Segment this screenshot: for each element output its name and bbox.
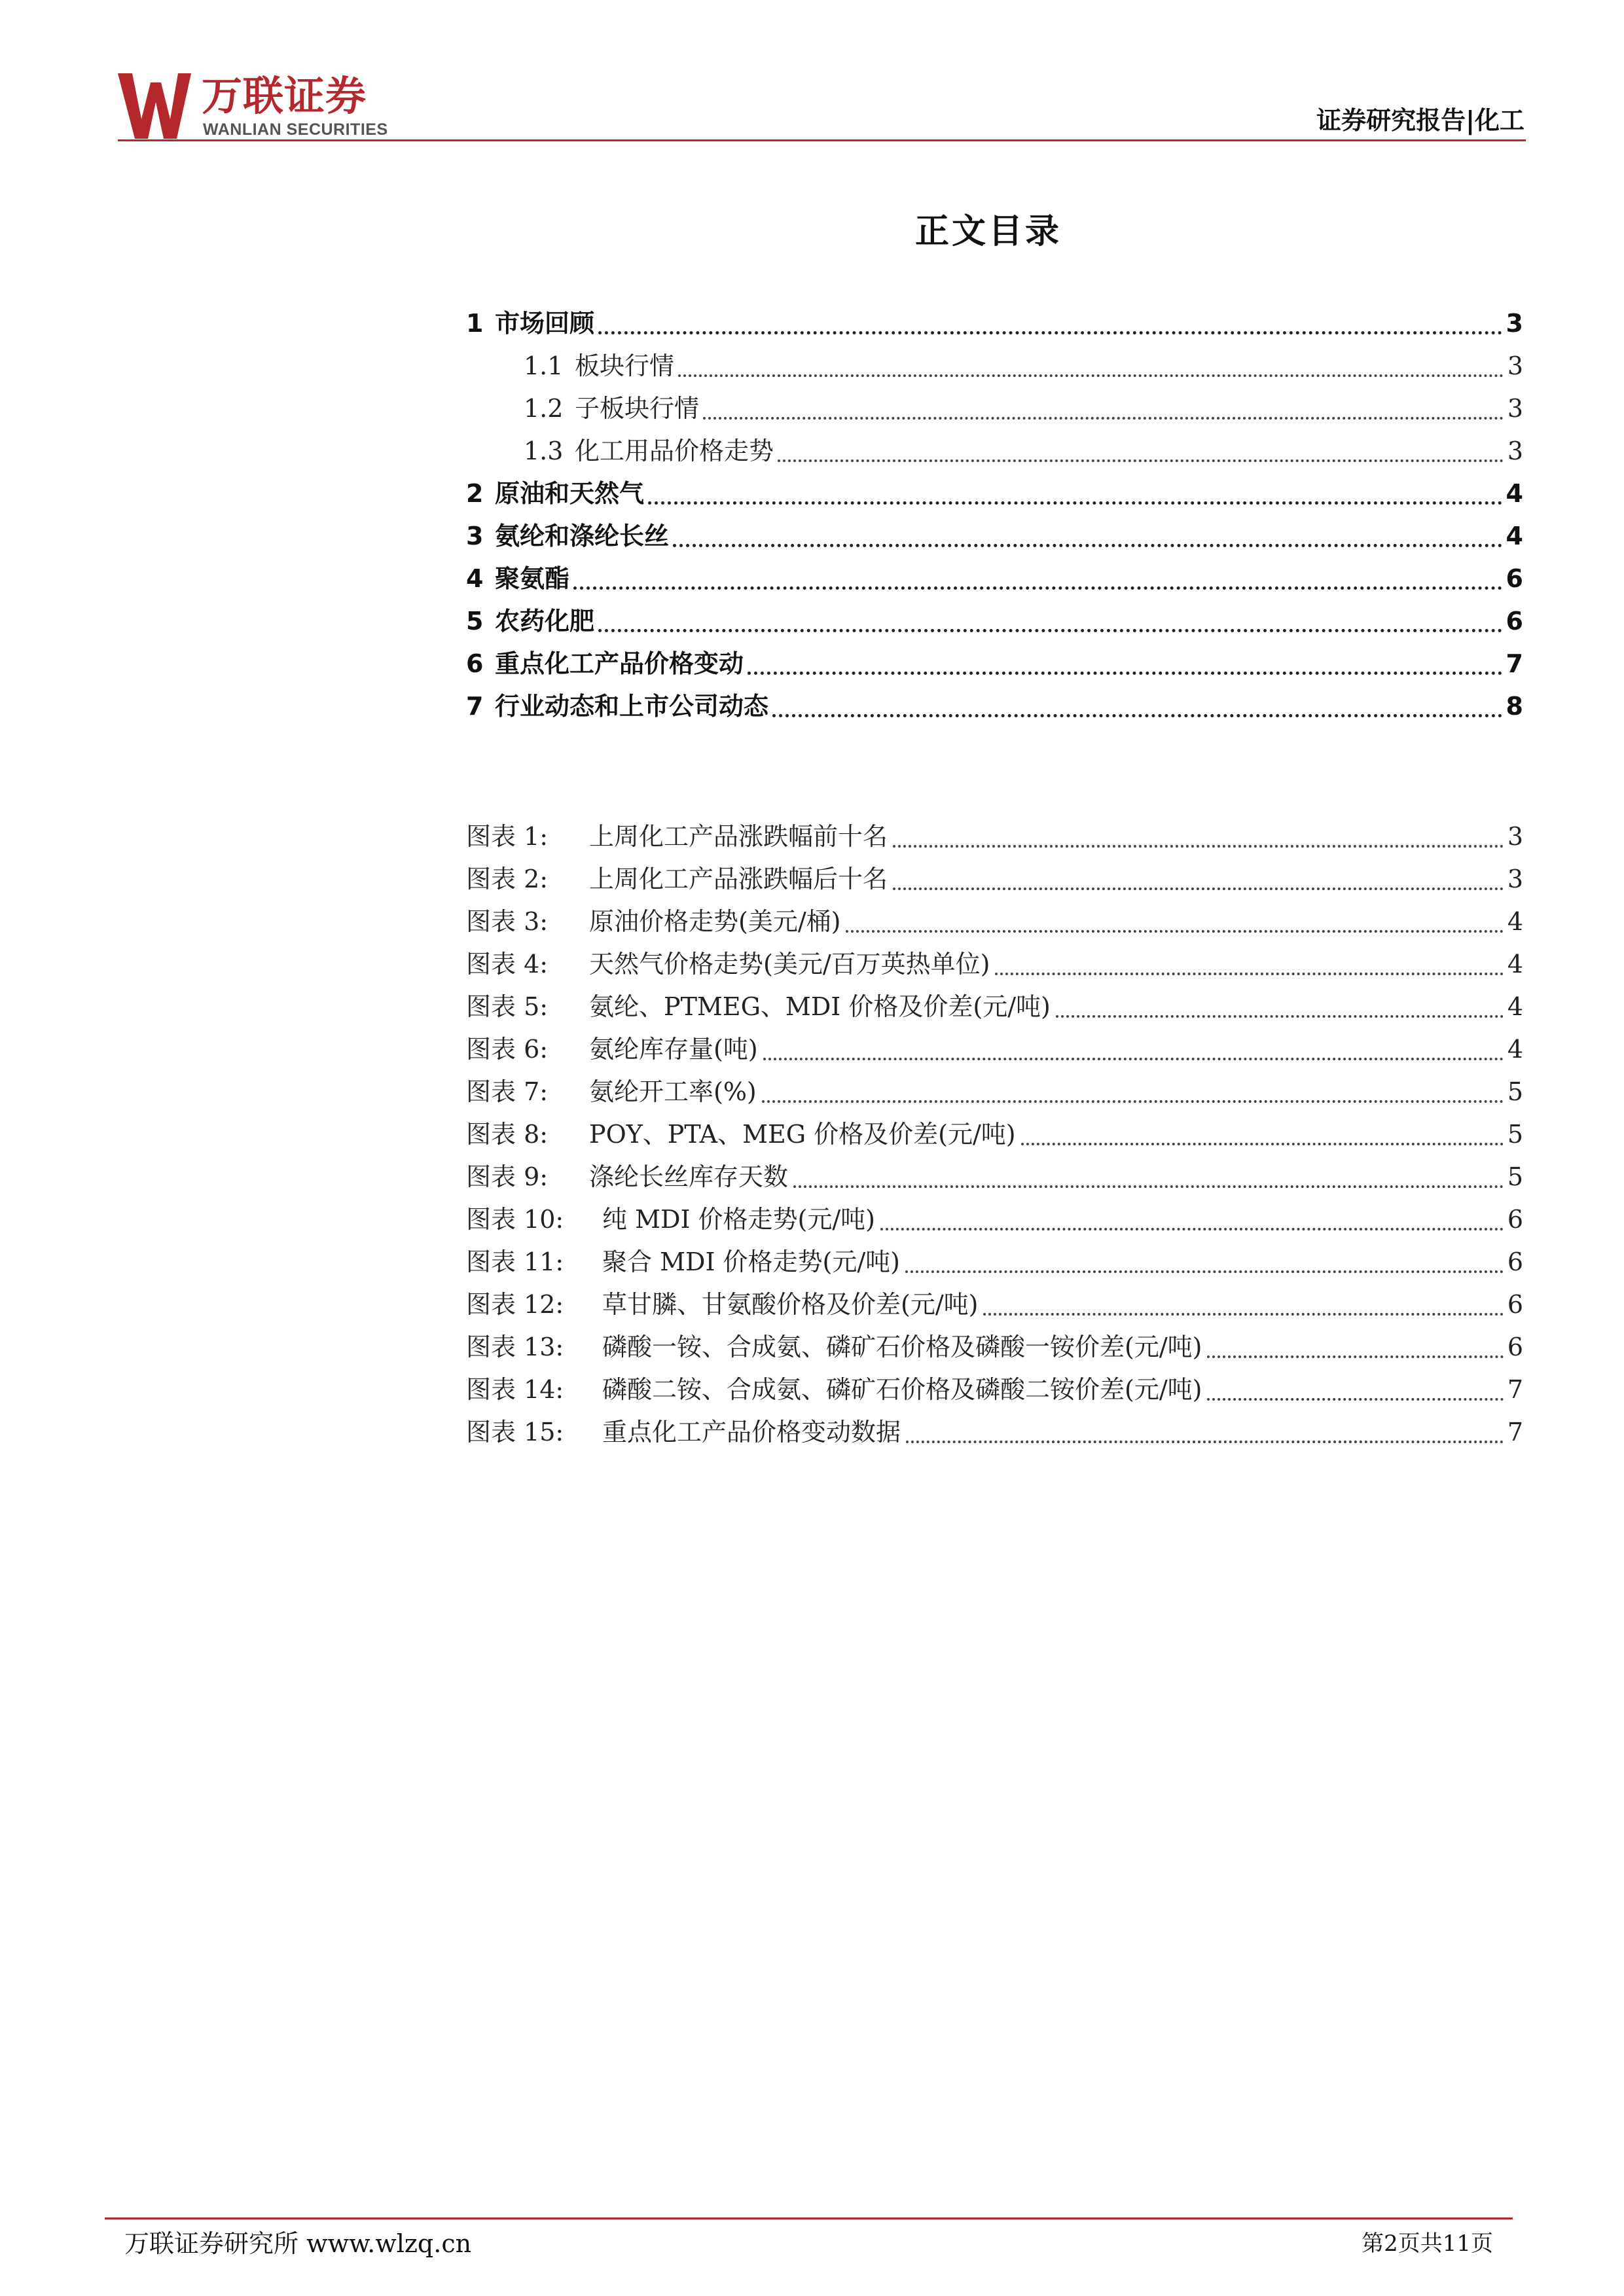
dot-leader	[763, 1058, 1504, 1060]
toc-entry-label: 原油和天然气	[495, 479, 645, 508]
figure-page: 4	[1507, 950, 1523, 978]
figure-page: 5	[1507, 1162, 1523, 1191]
dot-leader	[983, 1313, 1503, 1316]
figure-number: 图表 3:	[466, 907, 549, 936]
figure-label: 磷酸二铵、合成氨、磷矿石价格及磷酸二铵价差(元/吨)	[602, 1375, 1202, 1404]
toc-entry-label: 板块行情	[575, 351, 675, 380]
dot-leader	[673, 544, 1502, 547]
dot-leader	[598, 629, 1502, 632]
figure-entry[interactable]	[466, 1323, 1523, 1365]
toc-subentry[interactable]	[466, 385, 1523, 427]
figure-page: 6	[1507, 1290, 1523, 1319]
figure-entry[interactable]	[466, 1238, 1523, 1280]
toc-entry-label: 重点化工产品价格变动	[495, 649, 744, 678]
figure-entry[interactable]	[466, 1281, 1523, 1323]
toc-entry-page: 4	[1506, 479, 1523, 508]
figure-page: 6	[1507, 1247, 1523, 1276]
toc-entry-number: 1.1	[524, 351, 564, 380]
toc-entry-label: 行业动态和上市公司动态	[495, 692, 769, 721]
dot-leader	[893, 845, 1504, 848]
toc-entry-number: 2	[466, 479, 484, 508]
report-type-label: 证券研究报告|化工	[1316, 106, 1525, 135]
figure-label: 草甘膦、甘氨酸价格及价差(元/吨)	[602, 1290, 979, 1319]
figure-entry[interactable]	[466, 1068, 1523, 1110]
figure-label: 上周化工产品涨跌幅后十名	[589, 865, 888, 893]
toc-entry-page: 7	[1506, 649, 1523, 678]
toc-entry-page: 4	[1506, 522, 1523, 550]
figure-label: 氨纶开工率(%)	[589, 1077, 757, 1106]
toc-entry[interactable]	[466, 640, 1523, 682]
figure-number: 图表 6:	[466, 1035, 549, 1064]
figure-entry[interactable]	[466, 1408, 1523, 1450]
toc-entry[interactable]	[466, 598, 1523, 639]
figure-number: 图表 11:	[466, 1247, 564, 1276]
dot-leader	[703, 417, 1504, 420]
logo-w-mark-icon	[118, 73, 191, 139]
figure-number: 图表 12:	[466, 1290, 564, 1319]
toc-entry-page: 8	[1506, 692, 1523, 721]
figure-page: 3	[1507, 865, 1523, 893]
figure-page: 5	[1507, 1120, 1523, 1149]
toc-entry[interactable]	[466, 683, 1523, 725]
figure-page: 7	[1507, 1375, 1523, 1404]
figure-page: 7	[1507, 1418, 1523, 1446]
dot-leader	[1056, 1015, 1504, 1018]
toc-entry[interactable]	[466, 470, 1523, 512]
dot-leader	[880, 1228, 1504, 1230]
page-title: 正文目录	[914, 212, 1062, 251]
toc-entry-page: 3	[1506, 309, 1523, 338]
toc-entry-page: 6	[1506, 607, 1523, 636]
toc-entry-number: 6	[466, 649, 484, 678]
figure-page: 6	[1507, 1333, 1523, 1361]
figure-number: 图表 2:	[466, 865, 549, 893]
dot-leader	[906, 1441, 1504, 1443]
logo-chinese-name: 万联证券	[202, 72, 367, 120]
dot-leader	[772, 714, 1502, 717]
figure-label: 磷酸一铵、合成氨、磷矿石价格及磷酸一铵价差(元/吨)	[602, 1333, 1202, 1361]
figure-entry[interactable]	[466, 1153, 1523, 1195]
figure-label: 聚合 MDI 价格走势(元/吨)	[602, 1247, 900, 1276]
footer-page-number: 第2页共11页	[1362, 2231, 1493, 2257]
footer-publisher-url: 万联证券研究所 www.wlzq.cn	[124, 2229, 472, 2258]
figure-entry[interactable]	[466, 1026, 1523, 1067]
dot-leader	[846, 930, 1503, 933]
toc-entry-page: 3	[1507, 394, 1523, 423]
toc-entry-label: 化工用品价格走势	[575, 437, 774, 465]
figure-label: 原油价格走势(美元/桶)	[589, 907, 841, 936]
figure-number: 图表 13:	[466, 1333, 564, 1361]
figure-number: 图表 1:	[466, 822, 549, 851]
figure-label: 重点化工产品价格变动数据	[602, 1418, 901, 1446]
header-divider	[118, 139, 1526, 141]
dot-leader	[1207, 1355, 1503, 1358]
figure-label: 天然气价格走势(美元/百万英热单位)	[589, 950, 990, 978]
figure-number: 图表 4:	[466, 950, 549, 978]
dot-leader	[905, 1270, 1504, 1273]
figure-number: 图表 9:	[466, 1162, 549, 1191]
dot-leader	[1207, 1398, 1503, 1401]
toc-entry-label: 聚氨酯	[495, 564, 570, 593]
toc-entry-page: 3	[1507, 437, 1523, 465]
toc-entry-label: 农药化肥	[495, 607, 595, 636]
toc-entry-label: 子板块行情	[575, 394, 700, 423]
figure-page: 6	[1507, 1205, 1523, 1234]
figure-number: 图表 10:	[466, 1205, 564, 1234]
toc-entry-number: 5	[466, 607, 484, 636]
figure-entry[interactable]	[466, 1111, 1523, 1153]
figure-page: 3	[1507, 822, 1523, 851]
dot-leader	[1021, 1143, 1504, 1145]
dot-leader	[995, 973, 1503, 975]
figure-label: 纯 MDI 价格走势(元/吨)	[602, 1205, 875, 1234]
toc-subentry[interactable]	[466, 342, 1523, 384]
dot-leader	[778, 459, 1504, 462]
toc-entry-number: 1.2	[524, 394, 564, 423]
dot-leader	[648, 501, 1502, 505]
figure-label: 氨纶库存量(吨)	[589, 1035, 758, 1064]
figure-entry[interactable]	[466, 1366, 1523, 1408]
figure-label: 上周化工产品涨跌幅前十名	[589, 822, 888, 851]
figure-entry[interactable]	[466, 898, 1523, 940]
dot-leader	[598, 331, 1502, 334]
dot-leader	[678, 374, 1504, 377]
toc-entry-number: 1.3	[524, 437, 564, 465]
figure-number: 图表 7:	[466, 1077, 549, 1106]
figure-page: 4	[1507, 1035, 1523, 1064]
toc-entry-number: 3	[466, 522, 484, 550]
dot-leader	[748, 672, 1502, 675]
figure-number: 图表 8:	[466, 1120, 549, 1149]
dot-leader	[893, 888, 1504, 890]
figure-entry[interactable]	[466, 855, 1523, 897]
toc-entry[interactable]	[466, 555, 1523, 597]
dot-leader	[793, 1185, 1504, 1188]
figure-label: POY、PTA、MEG 价格及价差(元/吨)	[589, 1120, 1016, 1149]
figure-label: 氨纶、PTMEG、MDI 价格及价差(元/吨)	[589, 992, 1051, 1021]
figure-number: 图表 14:	[466, 1375, 564, 1404]
toc-subentry[interactable]	[466, 427, 1523, 469]
dot-leader	[573, 586, 1502, 590]
figure-page: 5	[1507, 1077, 1523, 1106]
toc-entry-label: 氨纶和涤纶长丝	[495, 522, 670, 550]
toc-entry-page: 6	[1506, 564, 1523, 593]
toc-entry-number: 7	[466, 692, 484, 721]
figure-label: 涤纶长丝库存天数	[589, 1162, 789, 1191]
footer-divider	[105, 2217, 1513, 2219]
figure-number: 图表 15:	[466, 1418, 564, 1446]
toc-entry-number: 4	[466, 564, 484, 593]
dot-leader	[762, 1100, 1504, 1103]
figure-entry[interactable]	[466, 813, 1523, 855]
figure-number: 图表 5:	[466, 992, 549, 1021]
figure-entry[interactable]	[466, 983, 1523, 1025]
figure-page: 4	[1507, 992, 1523, 1021]
figure-entry[interactable]	[466, 941, 1523, 982]
toc-entry-page: 3	[1507, 351, 1523, 380]
figure-entry[interactable]	[466, 1196, 1523, 1238]
toc-entry-number: 1	[466, 309, 484, 338]
figure-page: 4	[1507, 907, 1523, 936]
toc-entry[interactable]	[466, 300, 1523, 342]
toc-entry-label: 市场回顾	[495, 309, 595, 338]
toc-entry[interactable]	[466, 512, 1523, 554]
logo-english-name: WANLIAN SECURITIES	[203, 120, 388, 139]
